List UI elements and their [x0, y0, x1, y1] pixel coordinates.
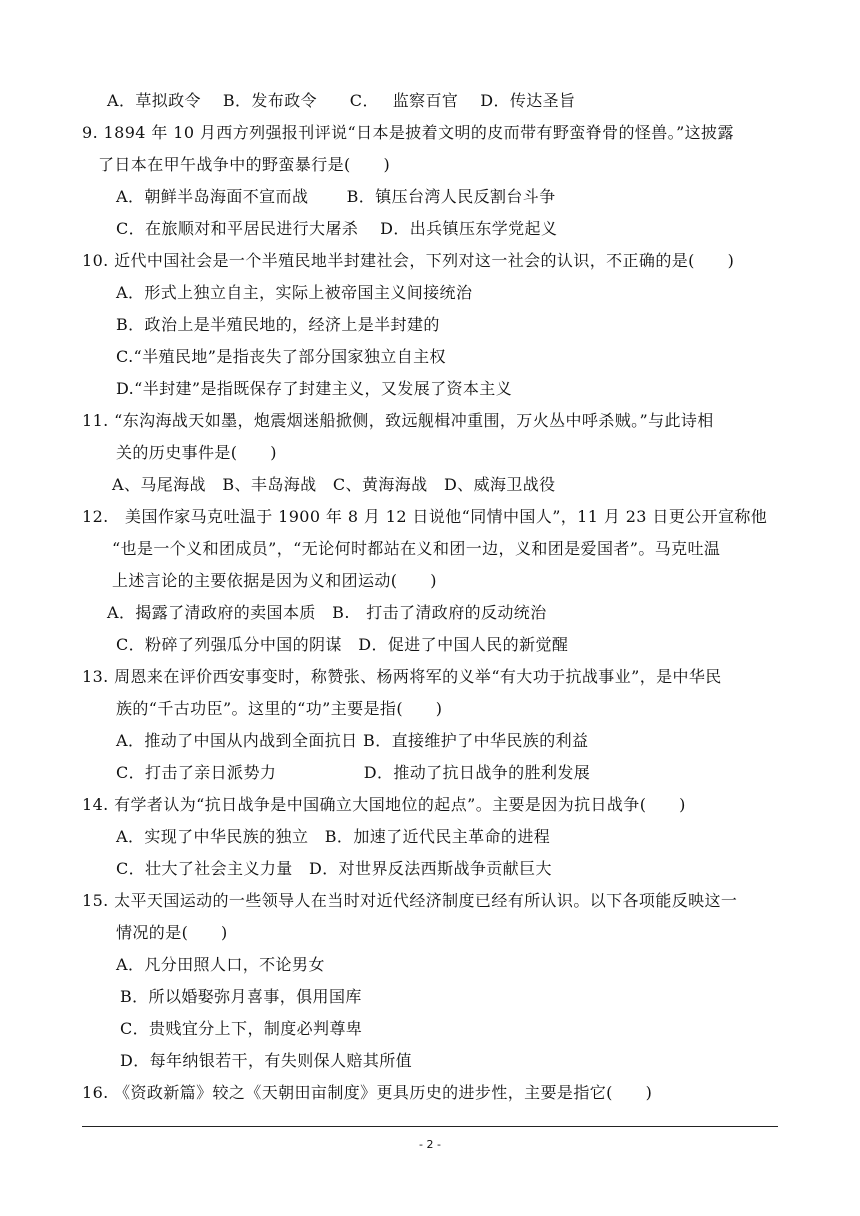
q13-stem: 13. 周恩来在评价西安事变时，称赞张、杨两将军的义举“有大功于抗战事业”，是中华民 — [82, 667, 722, 686]
q11-options: A、马尾海战 B、丰岛海战 C、黄海海战 D、威海卫战役 — [112, 475, 556, 494]
q10-option-c: C.“半殖民地”是指丧失了部分国家独立自主权 — [116, 347, 446, 366]
q13-stem-cont: 族的“千古功臣”。这里的“功”主要是指( ) — [116, 699, 443, 718]
q10-option-b: B．政治上是半殖民地的，经济上是半封建的 — [116, 315, 440, 334]
q10-stem: 10. 近代中国社会是一个半殖民地半封建社会，下列对这一社会的认识，不正确的是( ) — [82, 251, 735, 270]
q15-stem-cont: 情况的是( ) — [116, 923, 228, 942]
q13-options-ab: A．推动了中国从内战到全面抗日 B．直接维护了中华民族的利益 — [116, 731, 589, 750]
q11-stem-cont: 关的历史事件是( ) — [116, 443, 277, 462]
q14-stem: 14. 有学者认为“抗日战争是中国确立大国地位的起点”。主要是因为抗日战争( ) — [82, 795, 686, 814]
page-number: - 2 - — [419, 1138, 441, 1151]
q12-stem: 12. 美国作家马克吐温于 1900 年 8 月 12 日说他“同情中国人”，11 月 23 日更公开宣称他 — [82, 507, 768, 526]
q13-options-cd: C．打击了亲日派势力 D．推动了抗日战争的胜利发展 — [116, 763, 591, 782]
q9-stem: 9. 1894 年 10 月西方列强报刊评说“日本是披着文明的皮而带有野蛮脊骨的怪兽。”这披露 — [82, 123, 734, 142]
q15-option-a: A．凡分田照人口，不论男女 — [116, 955, 325, 974]
q10-option-d: D.“半封建”是指既保存了封建主义，又发展了资本主义 — [116, 379, 513, 398]
q14-options-cd: C．壮大了社会主义力量 D．对世界反法西斯战争贡献巨大 — [116, 859, 552, 878]
q10-option-a: A．形式上独立自主，实际上被帝国主义间接统治 — [116, 283, 473, 302]
footer-divider — [82, 1126, 778, 1127]
q12-stem-cont1: “也是一个义和团成员”，“无论何时都站在义和团一边，义和团是爱国者”。马克吐温 — [112, 539, 721, 558]
q16-stem: 16. 《资政新篇》较之《天朝田亩制度》更具历史的进步性，主要是指它( ) — [82, 1083, 653, 1102]
q8-options: A．草拟政令 B．发布政令 C． 监察百官 D．传达圣旨 — [107, 91, 576, 110]
q15-stem: 15. 太平天国运动的一些领导人在当时对近代经济制度已经有所认识。以下各项能反映这一 — [82, 891, 738, 910]
q9-stem-cont: 了日本在甲午战争中的野蛮暴行是( ) — [98, 155, 391, 174]
q11-stem: 11. “东沟海战天如墨，炮震烟迷船掀侧，致远舰楫冲重围，万火丛中呼杀贼。”与此诗相 — [82, 411, 714, 430]
q12-stem-cont2: 上述言论的主要依据是因为义和团运动( ) — [112, 571, 437, 590]
q15-option-b: B．所以婚娶弥月喜事，俱用国库 — [120, 987, 362, 1006]
q15-option-d: D．每年纳银若干，有失则保人赔其所值 — [120, 1051, 413, 1070]
q14-options-ab: A．实现了中华民族的独立 B．加速了近代民主革命的进程 — [116, 827, 551, 846]
q12-options-cd: C．粉碎了列强瓜分中国的阴谋 D．促进了中国人民的新觉醒 — [116, 635, 569, 654]
q12-options-ab: A．揭露了清政府的卖国本质 B. 打击了清政府的反动统治 — [107, 603, 547, 622]
q15-option-c: C．贵贱宜分上下，制度必判尊卑 — [120, 1019, 363, 1038]
q9-options-cd: C．在旅顺对和平居民进行大屠杀 D．出兵镇压东学党起义 — [116, 219, 558, 238]
q9-options-ab: A．朝鲜半岛海面不宣而战 B．镇压台湾人民反割台斗争 — [116, 187, 556, 206]
